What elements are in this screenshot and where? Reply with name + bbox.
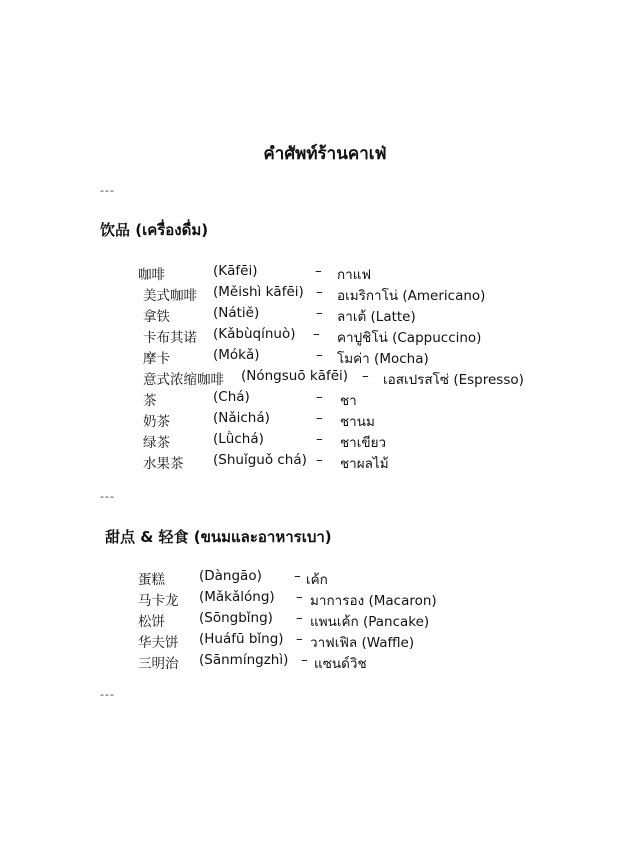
dash: –	[294, 568, 301, 584]
dash: –	[316, 389, 323, 405]
pinyin-term: (Mǎkǎlóng)	[199, 589, 275, 605]
list-item	[0, 326, 640, 346]
list-item	[0, 284, 640, 304]
hanzi-term: 绿茶	[143, 435, 170, 451]
thai-term: โมค่า (Mocha)	[337, 351, 429, 367]
thai-term: ลาเต้ (Latte)	[337, 309, 416, 325]
hanzi-term: 美式咖啡	[143, 288, 197, 304]
thai-term: อเมริกาโน่ (Americano)	[337, 288, 486, 304]
divider: ---	[100, 184, 115, 197]
hanzi-term: 马卡龙	[138, 593, 179, 609]
hanzi-term: 奶茶	[143, 414, 170, 430]
thai-term: เอสเปรสโซ่ (Espresso)	[383, 372, 524, 388]
pinyin-term: (Měishì kāfēi)	[213, 284, 304, 300]
dash: –	[296, 610, 303, 626]
thai-term: คาปูชิโน่ (Cappuccino)	[337, 330, 482, 346]
list-item	[0, 452, 640, 472]
page-title: คำศัพท์ร้านคาเฟ่	[263, 144, 387, 164]
thai-term: ชาผลไม้	[340, 456, 389, 472]
list-item	[0, 389, 640, 409]
dash: –	[296, 631, 303, 647]
dash: –	[316, 347, 323, 363]
pinyin-term: (Chá)	[213, 389, 250, 405]
hanzi-term: 蛋糕	[138, 572, 165, 588]
divider: ---	[100, 688, 115, 701]
hanzi-term: 意式浓缩咖啡	[143, 372, 224, 388]
pinyin-term: (Dàngāo)	[199, 568, 262, 584]
dash: –	[313, 326, 320, 342]
hanzi-term: 松饼	[138, 614, 165, 630]
dash: –	[362, 368, 369, 384]
hanzi-term: 茶	[143, 393, 157, 409]
hanzi-term: 华夫饼	[138, 635, 179, 651]
dash: –	[315, 263, 322, 279]
list-item	[0, 410, 640, 430]
hanzi-term: 三明治	[138, 656, 179, 672]
dash: –	[316, 410, 323, 426]
thai-term: ชา	[340, 393, 357, 409]
list-item	[0, 589, 640, 609]
dash: –	[316, 452, 323, 468]
pinyin-term: (Nóngsuō kāfēi)	[241, 368, 349, 384]
section-heading-desserts: 甜点 & 轻食 (ขนมและอาหารเบา)	[105, 528, 332, 546]
pinyin-term: (Nátiě)	[213, 305, 260, 321]
list-item	[0, 368, 640, 388]
hanzi-term: 咖啡	[138, 267, 165, 283]
thai-term: เค้ก	[306, 572, 328, 588]
list-item	[0, 631, 640, 651]
pinyin-term: (Shuǐguǒ chá)	[213, 452, 307, 468]
divider: ---	[100, 490, 115, 503]
thai-term: กาแฟ	[337, 267, 372, 283]
pinyin-term: (Nǎichá)	[213, 410, 270, 426]
hanzi-term: 水果茶	[143, 456, 184, 472]
dash: –	[316, 431, 323, 447]
thai-term: แพนเค้ก (Pancake)	[310, 614, 430, 630]
hanzi-term: 卡布其诺	[143, 330, 197, 346]
pinyin-term: (Lǜchá)	[213, 431, 264, 447]
list-item	[0, 263, 640, 283]
list-item	[0, 305, 640, 325]
thai-term: มาการอง (Macaron)	[310, 593, 437, 609]
list-item	[0, 652, 640, 672]
list-item	[0, 431, 640, 451]
pinyin-term: (Kāfēi)	[213, 263, 258, 279]
thai-term: ชานม	[340, 414, 375, 430]
thai-term: แซนด์วิช	[314, 656, 367, 672]
pinyin-term: (Huáfū bǐng)	[199, 631, 284, 647]
section-heading-drinks: 饮品 (เครื่องดื่ม)	[100, 221, 209, 239]
thai-term: ชาเขียว	[340, 435, 387, 451]
dash: –	[316, 284, 323, 300]
pinyin-term: (Sānmíngzhì)	[199, 652, 289, 668]
pinyin-term: (Mókǎ)	[213, 347, 260, 363]
thai-term: วาฟเฟิล (Waffle)	[310, 635, 415, 651]
list-item	[0, 610, 640, 630]
list-item	[0, 347, 640, 367]
pinyin-term: (Sōngbǐng)	[199, 610, 273, 626]
dash: –	[296, 589, 303, 605]
pinyin-term: (Kǎbùqínuò)	[213, 326, 296, 342]
dash: –	[316, 305, 323, 321]
hanzi-term: 拿铁	[143, 309, 170, 325]
list-item	[0, 568, 640, 588]
hanzi-term: 摩卡	[143, 351, 170, 367]
dash: –	[301, 652, 308, 668]
